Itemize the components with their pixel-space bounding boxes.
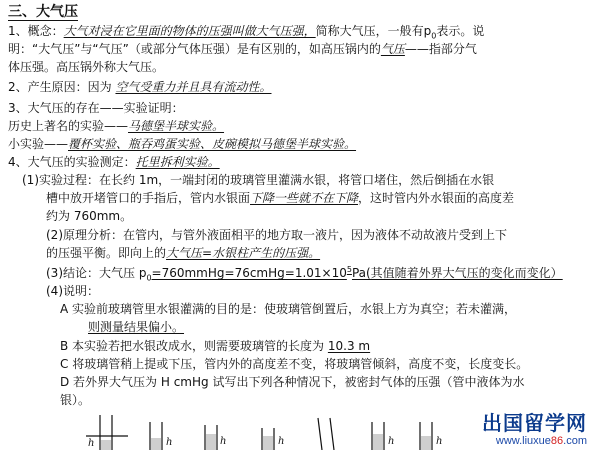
watermark-url-part: www.liuxue bbox=[495, 435, 551, 447]
existence-heading: 3、大气压的存在——实验证明： bbox=[8, 101, 184, 115]
conclusion-value: =760mmHg=76cmHg=1.01×10 bbox=[151, 266, 347, 280]
cause-line bbox=[8, 80, 271, 94]
concept-text: 简称大气压，一般有p bbox=[315, 24, 432, 38]
note-d-line-1: D 若外界大气压为 H cmHg 试写出下列各种情况下，被密封气体的压强（管中液体为水 bbox=[60, 375, 525, 389]
concept-note: 明：“大气压”与“气压”（或部分气体压强）是有区别的，如高压锅内的 bbox=[8, 42, 381, 56]
tube-2-liquid bbox=[151, 438, 161, 450]
measure-heading bbox=[8, 155, 220, 169]
site-watermark bbox=[387, 411, 587, 449]
height-label: h bbox=[220, 436, 227, 447]
p0-subscript: 0 bbox=[431, 31, 437, 41]
conclusion-text: (3)结论：大气压 p bbox=[46, 266, 147, 280]
famous-answer: 马德堡半球实验。 bbox=[128, 119, 225, 133]
measure-lead: 4、大气压的实验测定： bbox=[8, 155, 136, 169]
tube-6-liquid bbox=[373, 434, 383, 450]
principle-line-1: (2)原理分析：在管内，与管外液面相平的地方取一液片，因为液体不动故液片受到上下 bbox=[46, 228, 508, 242]
conclusion-line bbox=[46, 265, 563, 283]
concept-line-3: 体压强。高压锅外称大气压。 bbox=[8, 60, 165, 74]
concept-line-2 bbox=[8, 42, 477, 56]
principle-answer: 大气压=水银柱产生的压强。 bbox=[166, 246, 321, 260]
note-b-answer: 10.3 m bbox=[327, 339, 371, 353]
watermark-url-suffix: .com bbox=[563, 435, 587, 447]
conclusion-subscript: 0 bbox=[146, 273, 152, 283]
watermark-url-highlight: 86 bbox=[550, 435, 564, 447]
concept-text-2: 表示。说 bbox=[436, 24, 485, 38]
cause-lead: 2、产生原因：因为 bbox=[8, 80, 112, 94]
watermark-url bbox=[387, 435, 587, 448]
principle-text: 的压强平衡。即向上的 bbox=[46, 246, 167, 260]
tube-1-liquid bbox=[101, 440, 111, 450]
note-b-text: B 本实验若把水银改成水，则需要玻璃管的长度为 bbox=[60, 339, 325, 353]
principle-line-2 bbox=[46, 246, 320, 260]
process-line-3: 约为 760mm。 bbox=[46, 209, 133, 223]
height-label: h bbox=[388, 436, 395, 447]
note-a-line-1: A 实验前玻璃管里水银灌满的目的是：使玻璃管倒置后，水银上方为真空；若未灌满， bbox=[60, 302, 517, 316]
small-answer: 覆杯实验、瓶吞鸡蛋实验、皮碗模拟马德堡半球实验。 bbox=[68, 137, 357, 151]
measure-answer: 托里拆利实验。 bbox=[135, 155, 220, 169]
concept-note-2: ——指部分气 bbox=[404, 42, 477, 56]
height-label: h bbox=[88, 438, 95, 449]
process-text-2: ，这时管内外水银面的高度差 bbox=[358, 191, 515, 205]
cause-answer: 空气受重力并且具有流动性。 bbox=[115, 80, 272, 94]
process-line-1: (1)实验过程：在长约 1m，一端封闭的玻璃管里灌满水银，将管口堵住，然后倒插在水银 bbox=[22, 173, 495, 187]
note-b-line bbox=[60, 339, 370, 353]
note-a-answer: 则测量结果偏小。 bbox=[88, 320, 185, 334]
concept-definition: 大气对浸在它里面的物体的压强叫做大气压强， bbox=[63, 24, 316, 38]
process-line-2 bbox=[46, 191, 514, 205]
note-d-line-2: 银）。 bbox=[60, 393, 91, 407]
section-heading: 三、大气压 bbox=[8, 4, 78, 20]
process-answer: 下降一些就不在下降 bbox=[250, 191, 359, 205]
height-label: h bbox=[278, 436, 285, 447]
height-label: h bbox=[436, 436, 443, 447]
small-lead: 小实验—— bbox=[8, 137, 69, 151]
concept-line-1 bbox=[8, 24, 484, 41]
conclusion-text-2: Pa(其值随着外界大气压的变化而变化） bbox=[351, 266, 563, 280]
famous-experiment-line bbox=[8, 119, 224, 133]
conclusion-exponent: 5 bbox=[346, 265, 352, 274]
concept-note-term: 气压 bbox=[380, 42, 405, 56]
note-heading: (4)说明： bbox=[46, 284, 99, 298]
height-label: h bbox=[166, 437, 173, 448]
tube-4-liquid bbox=[263, 436, 273, 450]
famous-lead: 历史上著名的实验—— bbox=[8, 119, 129, 133]
watermark-name: 出国留学网 bbox=[482, 411, 587, 435]
small-experiment-line bbox=[8, 137, 356, 151]
process-text: 槽中放开堵管口的手指后，管内水银面 bbox=[46, 191, 251, 205]
tube-5 bbox=[318, 418, 334, 450]
note-a-line-2 bbox=[88, 320, 184, 334]
concept-lead: 1、概念： bbox=[8, 24, 64, 38]
tube-3-liquid bbox=[206, 434, 216, 450]
note-c-line: C 将玻璃管稍上提或下压，管内外的高度差不变，将玻璃管倾斜，高度不变，长度变长。 bbox=[60, 357, 529, 371]
